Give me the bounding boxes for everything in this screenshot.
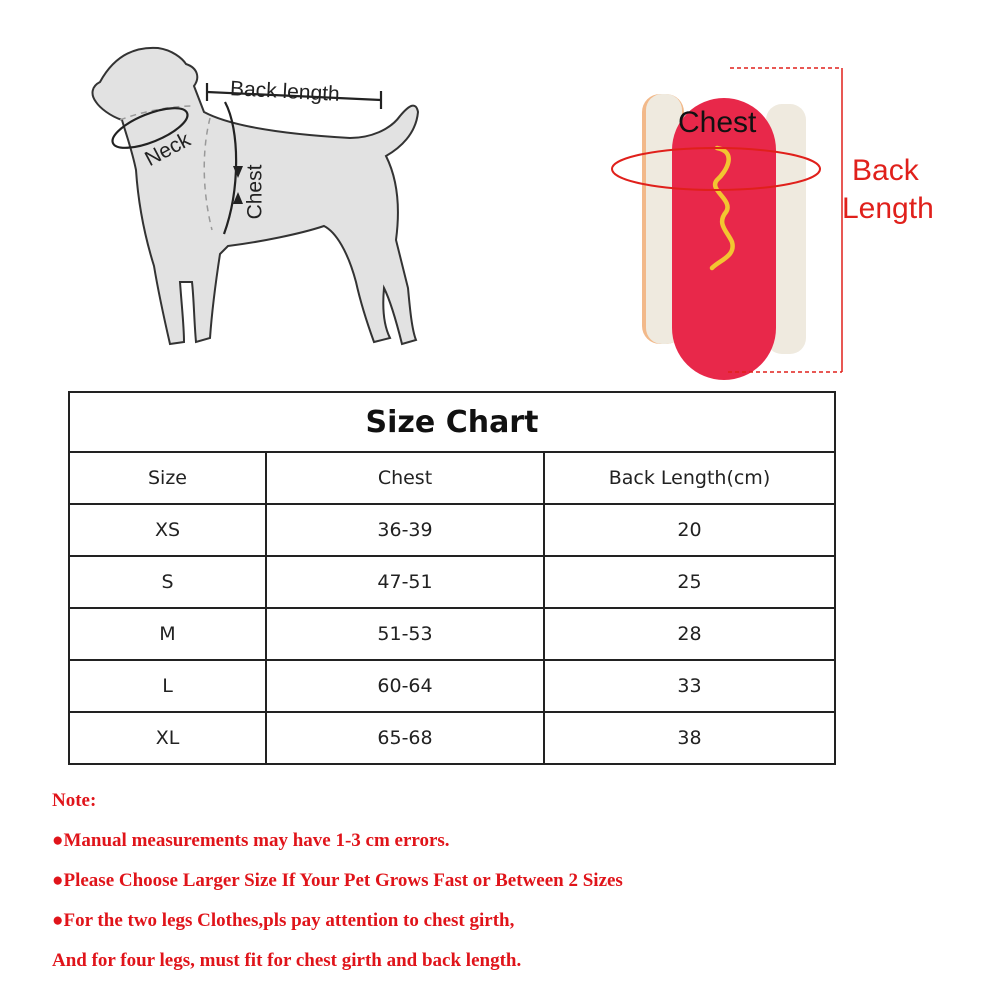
dog-measurement-diagram bbox=[60, 20, 460, 380]
product-measurement-diagram bbox=[580, 60, 960, 390]
cell-size: L bbox=[69, 660, 266, 712]
size-chart-table bbox=[68, 391, 836, 765]
chest-label: Chest bbox=[243, 164, 267, 220]
header-back-length: Back Length(cm) bbox=[544, 452, 835, 504]
cell-back-length: 38 bbox=[544, 712, 835, 764]
cell-chest: 60-64 bbox=[266, 660, 544, 712]
product-back-length-label bbox=[842, 152, 934, 228]
note-line: ●Manual measurements may have 1-3 cm errors. bbox=[52, 830, 450, 851]
cell-back-length: 20 bbox=[544, 504, 835, 556]
cell-back-length: 25 bbox=[544, 556, 835, 608]
back-label-line1: Back bbox=[852, 154, 919, 187]
cell-size: S bbox=[69, 556, 266, 608]
header-chest: Chest bbox=[266, 452, 544, 504]
cell-back-length: 28 bbox=[544, 608, 835, 660]
cell-size: XS bbox=[69, 504, 266, 556]
back-length-label: Back length bbox=[229, 77, 341, 106]
cell-size: M bbox=[69, 608, 266, 660]
table-row bbox=[69, 660, 835, 712]
note-line: ●Please Choose Larger Size If Your Pet Grows Fast or Between 2 Sizes bbox=[52, 870, 623, 891]
cell-size: XL bbox=[69, 712, 266, 764]
note-line: And for four legs, must fit for chest girth and back length. bbox=[52, 950, 522, 971]
table-header-row bbox=[69, 452, 835, 504]
neck-label: Neck bbox=[141, 128, 195, 171]
size-chart-title: Size Chart bbox=[69, 392, 835, 452]
table-row bbox=[69, 712, 835, 764]
header-size: Size bbox=[69, 452, 266, 504]
notes-heading: Note: bbox=[52, 790, 97, 811]
table-row bbox=[69, 556, 835, 608]
notes-section bbox=[52, 788, 623, 988]
table-row bbox=[69, 504, 835, 556]
cell-chest: 47-51 bbox=[266, 556, 544, 608]
cell-chest: 36-39 bbox=[266, 504, 544, 556]
table-row bbox=[69, 608, 835, 660]
cell-chest: 65-68 bbox=[266, 712, 544, 764]
cell-chest: 51-53 bbox=[266, 608, 544, 660]
cell-back-length: 33 bbox=[544, 660, 835, 712]
product-chest-label: Chest bbox=[678, 106, 757, 139]
back-label-line2: Length bbox=[842, 192, 934, 225]
note-line: ●For the two legs Clothes,pls pay attention to chest girth, bbox=[52, 910, 515, 931]
